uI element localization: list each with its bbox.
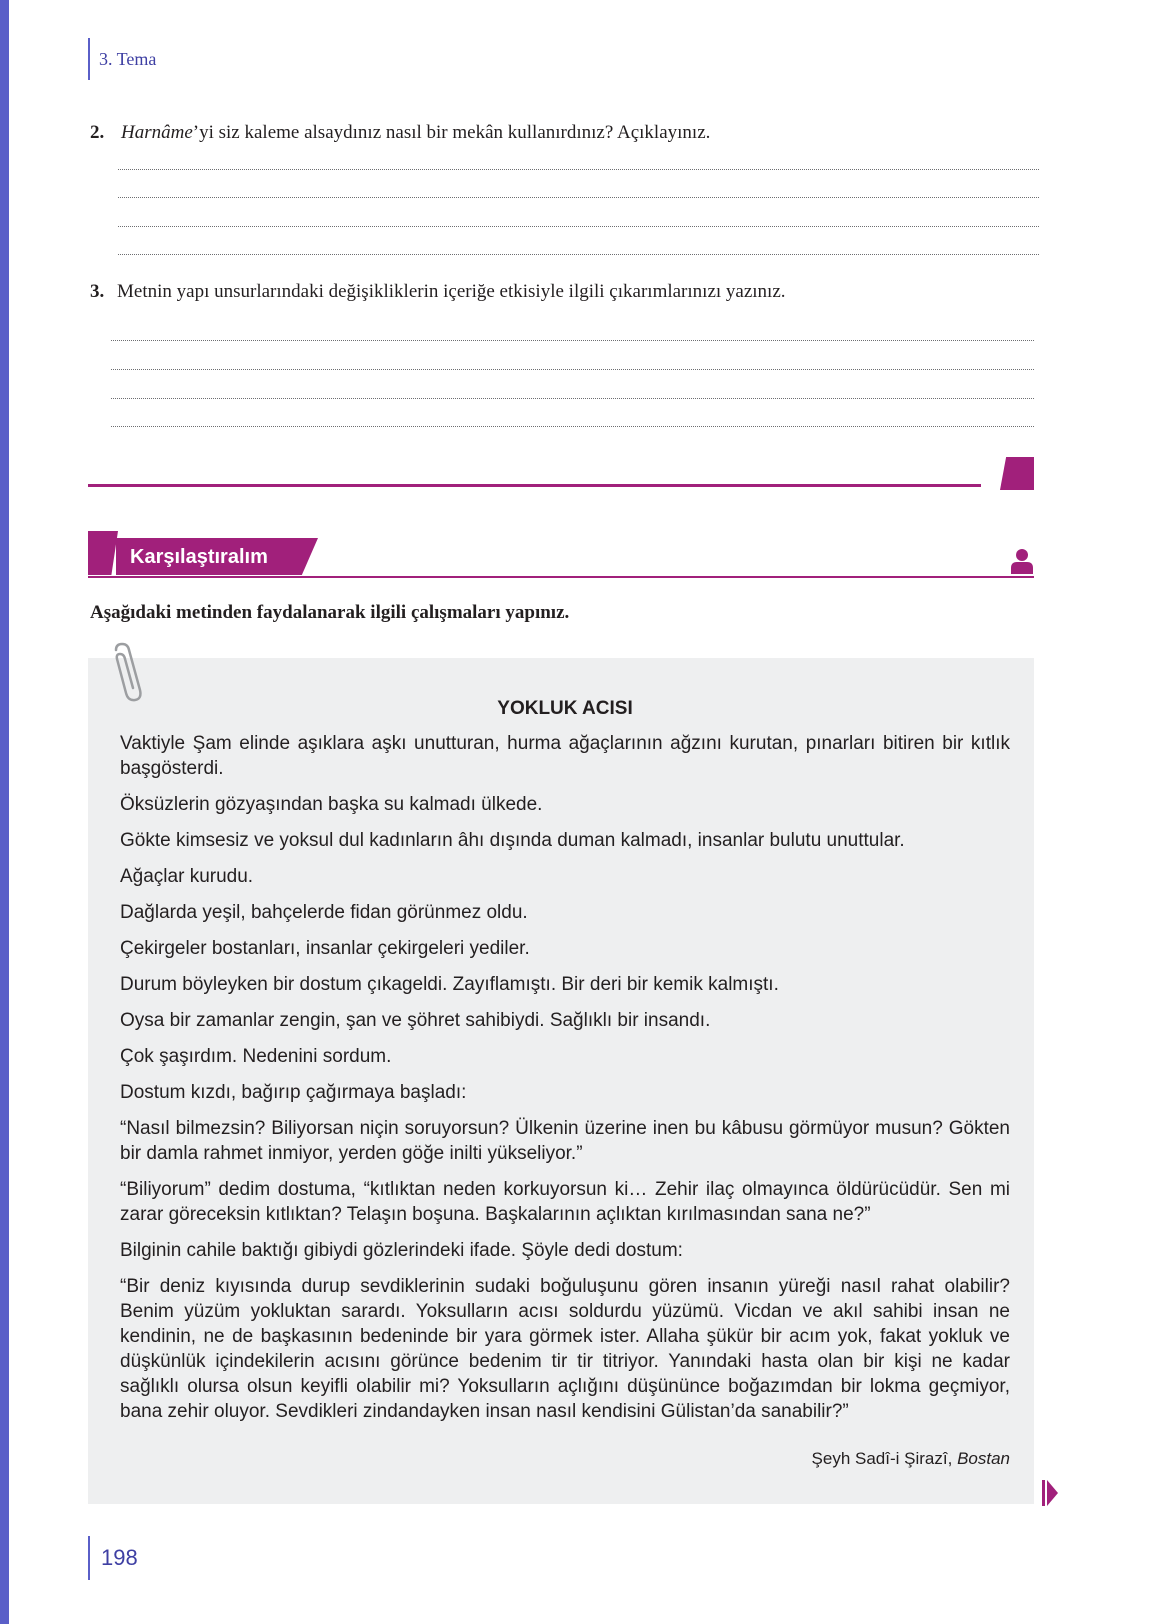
answer-line[interactable] — [118, 254, 1039, 255]
instruction-text: Aşağıdaki metinden faydalanarak ilgili çalışmaları yapınız. — [90, 602, 570, 623]
answer-line[interactable] — [118, 169, 1039, 170]
answer-line[interactable] — [118, 197, 1039, 198]
answer-line[interactable] — [111, 340, 1034, 341]
page-number: 198 — [101, 1545, 138, 1570]
passage-paragraph: Ağaçlar kurudu. — [120, 866, 254, 887]
left-color-band — [0, 0, 9, 1624]
question-work-title: Harnâme — [121, 122, 193, 143]
section-title: Karşılaştıralım — [130, 546, 268, 568]
next-page-arrow-icon — [1042, 1480, 1058, 1506]
passage-paragraph: Çok şaşırdım. Nedenini sordum. — [120, 1046, 392, 1067]
section-separator-line — [88, 484, 981, 487]
passage-source — [120, 1449, 1010, 1469]
source-author: Şeyh Sadî-i Şirazî, — [811, 1449, 953, 1468]
question-number: 2. — [90, 122, 105, 143]
answer-line[interactable] — [118, 226, 1039, 227]
passage-paragraph: Gökte kimsesiz ve yoksul dul kadınların âhı dışında duman kalmadı, insanlar bulutu unuttular. — [120, 830, 905, 851]
question-text: ’yi siz kaleme alsaydınız nasıl bir mekân kullanırdınız? Açıklayınız. — [192, 122, 711, 143]
answer-line[interactable] — [111, 426, 1034, 427]
section-underline — [88, 576, 1034, 578]
section-marker-block — [88, 531, 118, 575]
theme-label: 3. Tema — [99, 49, 157, 69]
question-2 — [90, 121, 710, 145]
question-text: Metnin yapı unsurlarındaki değişikliklerin içeriğe etkisiyle ilgili çıkarımlarınızı yazınız. — [117, 281, 786, 302]
question-3 — [90, 280, 786, 304]
passage-paragraph: “Nasıl bilmezsin? Biliyorsan niçin soruyorsun? Ülkenin üzerine inen bu kâbusu görmüyor musun? Gökten bir damla rahmet inmiyor, yerden göğe inilti yükseliyor.” — [120, 1118, 1010, 1164]
passage-paragraph: Vaktiyle Şam elinde aşıklara aşkı unutturan, hurma ağaçlarının ağzını kurutan, pınarları bitiren bir kıtlık başgösterdi. — [120, 733, 1010, 779]
paperclip-icon — [106, 642, 146, 702]
passage-paragraph: Dostum kızdı, bağırıp çağırmaya başladı: — [120, 1082, 467, 1103]
footer-rule — [88, 1536, 90, 1580]
answer-line[interactable] — [111, 369, 1034, 370]
passage-paragraph: Öksüzlerin gözyaşından başka su kalmadı ülkede. — [120, 794, 543, 815]
passage-paragraph: Oysa bir zamanlar zengin, şan ve şöhret sahibiydi. Sağlıklı bir insandı. — [120, 1010, 711, 1031]
passage-title: YOKLUK ACISI — [497, 698, 633, 719]
passage-paragraph: Durum böyleyken bir dostum çıkageldi. Zayıflamıştı. Bir deri bir kemik kalmıştı. — [120, 974, 779, 995]
passage-paragraph: Dağlarda yeşil, bahçelerde fidan görünmez oldu. — [120, 902, 528, 923]
question-number: 3. — [90, 281, 105, 302]
passage-paragraph: Bilginin cahile baktığı gibiydi gözlerindeki ifade. Şöyle dedi dostum: — [120, 1240, 683, 1261]
passage-paragraph: “Biliyorum” dedim dostuma, “kıtlıktan neden korkuyorsun ki… Zehir ilaç olmayınca öldürücüdür. Sen mi zarar göreceksin kıtlıktan? Telaşın boşuna. Başkalarının açlıktan kırılmasından sana ne?” — [120, 1179, 1010, 1225]
section-separator-block — [1000, 457, 1034, 490]
header-rule — [88, 38, 90, 80]
passage-body — [120, 731, 1010, 1435]
answer-line[interactable] — [111, 398, 1034, 399]
person-icon — [1010, 548, 1034, 574]
passage-paragraph: “Bir deniz kıyısında durup sevdiklerinin sudaki boğuluşunu gören insanın yüreği nasıl rahat olabilir? Benim yüzüm yokluktan sarardı. Yoksulların acısı soldurdu yüzümü. Vicdan ve akıl sahibi insan ne kendinin, ne de başkasının bedeninde bir yara görmek ister. Allaha şükür bir acım yok, fakat yokluk ve düşkünlük içindekilerin acısını görünce bedenim tir tir titriyor. Yanındaki hasta olan bir kişi ne kadar sağlıklı olursa olsun keyifli olabilir mi? Yoksulların açlığını düşününce boğazımdan bir lokma geçmiyor, bana zehir oluyor. Sevdikleri zindandayken insan nasıl kendisini Gülistan’da sanabilir?” — [120, 1276, 1010, 1422]
passage-paragraph: Çekirgeler bostanları, insanlar çekirgeleri yediler. — [120, 938, 530, 959]
source-work: Bostan — [957, 1449, 1010, 1468]
